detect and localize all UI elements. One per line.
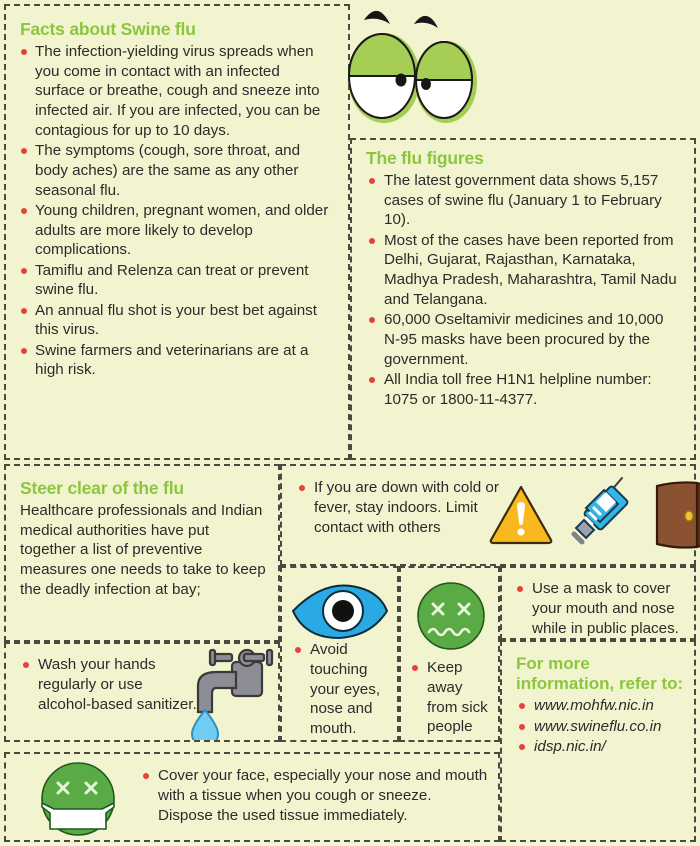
facts-bullet-list bbox=[20, 42, 332, 380]
warning-triangle-icon bbox=[488, 484, 554, 546]
more-info-heading: For more information, refer to: bbox=[516, 654, 684, 693]
steer-clear-heading: Steer clear of the flu bbox=[20, 478, 184, 498]
list-item: All India toll free H1N1 helpline number: 1075 or 1800-11-4377. bbox=[366, 370, 682, 410]
syringe-icon bbox=[570, 476, 636, 550]
more-info-link-list bbox=[516, 696, 684, 756]
list-item: Wash your hands regularly or use alcohol-based sanitizer. bbox=[20, 655, 198, 714]
list-item: Most of the cases have been reported from Delhi, Gujarat, Rajasthan, Karnataka, Madhya Pradesh, Maharashtra, Tamil Nadu and Telangana. bbox=[366, 231, 682, 310]
keep-away-panel bbox=[399, 566, 500, 742]
list-item: Keep away from sick people bbox=[409, 658, 492, 737]
use-mask-bullet-list bbox=[514, 579, 684, 638]
list-item: The infection-yielding virus spreads when you come in contact with an infected surface or breathe, cough and sneeze into infected air. If you are infected, you can be contagious for up to 10 days. bbox=[20, 42, 332, 141]
flu-figures-heading: The flu figures bbox=[366, 148, 484, 168]
use-mask-panel bbox=[500, 566, 696, 640]
list-item: The latest government data shows 5,157 cases of swine flu (January 1 to February 10). bbox=[366, 171, 682, 230]
door-icon bbox=[652, 480, 700, 550]
list-item: Swine farmers and veterinarians are at a high risk. bbox=[20, 341, 332, 381]
list-item: Cover your face, especially your nose and mouth with a tissue when you cough or sneeze. Dispose the used tissue immediately. bbox=[140, 766, 488, 825]
cover-face-panel bbox=[4, 752, 500, 842]
more-information-panel bbox=[500, 640, 696, 842]
wash-hands-panel bbox=[4, 642, 280, 742]
masked-face-icon bbox=[36, 759, 120, 839]
stay-indoors-panel bbox=[280, 464, 696, 566]
list-item: Use a mask to cover your mouth and nose while in public places. bbox=[514, 579, 684, 638]
list-item: Young children, pregnant women, and older adults are more likely to develop complications. bbox=[20, 201, 332, 260]
faucet-icon bbox=[182, 648, 278, 740]
list-item: An annual flu shot is your best bet against this virus. bbox=[20, 301, 332, 341]
list-item: The symptoms (cough, sore throat, and body aches) are the same as any other seasonal flu. bbox=[20, 141, 332, 200]
avoid-touching-bullet-list bbox=[292, 640, 389, 739]
list-item: 60,000 Oseltamivir medicines and 10,000 N-95 masks have been procured by the government. bbox=[366, 310, 682, 369]
sick-eyes-illustration bbox=[328, 0, 488, 140]
eye-icon bbox=[291, 582, 389, 640]
link-item[interactable]: idsp.nic.in/ bbox=[516, 737, 684, 757]
cover-face-bullet-list bbox=[140, 766, 488, 825]
link-item[interactable]: www.swineflu.co.in bbox=[516, 717, 684, 737]
flu-figures-panel bbox=[350, 138, 696, 460]
list-item: Tamiflu and Relenza can treat or prevent swine flu. bbox=[20, 261, 332, 301]
steer-clear-panel bbox=[4, 464, 280, 642]
list-item: If you are down with cold or fever, stay indoors. Limit contact with others bbox=[296, 478, 514, 537]
link-item[interactable]: www.mohfw.nic.in bbox=[516, 696, 684, 716]
sick-face-icon bbox=[415, 580, 487, 652]
keep-away-bullet-list bbox=[409, 658, 492, 737]
steer-clear-intro: Healthcare professionals and Indian medical authorities have put together a list of preventive measures one needs to take to keep the deadly infection at bay; bbox=[20, 501, 266, 598]
facts-panel-heading: Facts about Swine flu bbox=[20, 19, 196, 39]
flu-figures-bullet-list bbox=[366, 171, 682, 410]
list-item: Avoid touching your eyes, nose and mouth. bbox=[292, 640, 389, 739]
avoid-touching-panel bbox=[280, 566, 399, 742]
facts-about-swine-flu-panel bbox=[4, 4, 350, 460]
